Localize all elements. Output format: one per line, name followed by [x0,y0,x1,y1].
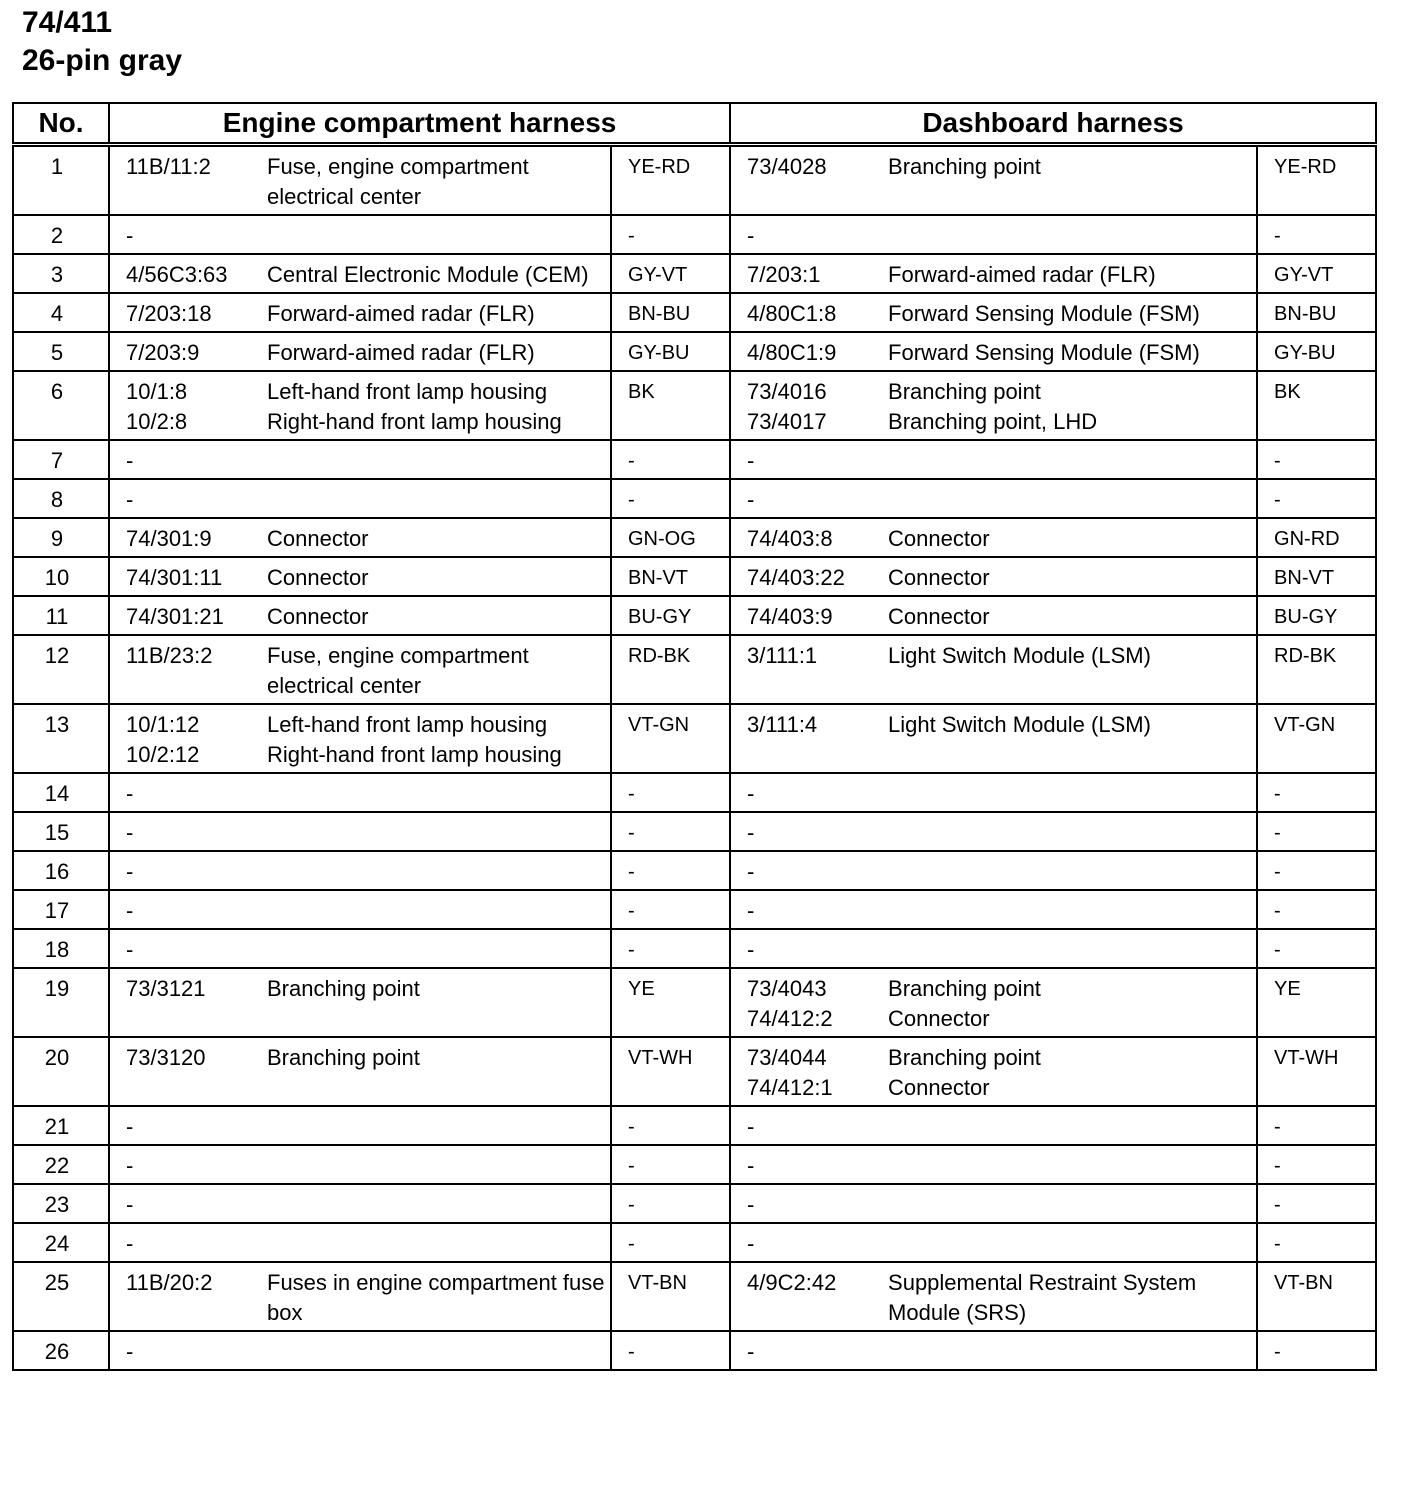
pin-number: 19 [13,968,109,1037]
engine-code: - [109,1106,259,1145]
connector-id: 74/411 [22,6,113,39]
engine-code: - [109,479,259,518]
dashboard-wire-color: - [1257,773,1376,812]
dashboard-wire-color: GY-VT [1257,254,1376,293]
table-row [13,968,1376,1037]
engine-wire-color: - [611,851,730,890]
dashboard-description: Light Switch Module (LSM) [880,635,1257,704]
engine-description [259,929,611,968]
pin-number: 24 [13,1223,109,1262]
engine-description [259,1145,611,1184]
dashboard-wire-color: - [1257,215,1376,254]
pin-number: 9 [13,518,109,557]
engine-code: - [109,812,259,851]
dashboard-wire-color: BN-BU [1257,293,1376,332]
pin-number: 22 [13,1145,109,1184]
dashboard-code: 3/111:4 [730,704,880,773]
table-row [13,1037,1376,1106]
dashboard-code: 74/403:9 [730,596,880,635]
engine-code: 11B/23:2 [109,635,259,704]
engine-wire-color: - [611,890,730,929]
engine-code: 74/301:21 [109,596,259,635]
dashboard-wire-color: VT-WH [1257,1037,1376,1106]
pin-number: 13 [13,704,109,773]
engine-description [259,1223,611,1262]
table-row [13,1145,1376,1184]
dashboard-description: Light Switch Module (LSM) [880,704,1257,773]
dashboard-description [880,851,1257,890]
engine-wire-color: - [611,773,730,812]
table-row [13,1184,1376,1223]
dashboard-wire-color: - [1257,440,1376,479]
engine-wire-color: BU-GY [611,596,730,635]
engine-description: Connector [259,596,611,635]
table-row [13,215,1376,254]
engine-description: Fuses in engine compartment fuse box [259,1262,611,1331]
dashboard-wire-color: BN-VT [1257,557,1376,596]
pin-number: 12 [13,635,109,704]
table-row [13,440,1376,479]
dashboard-description: Connector [880,557,1257,596]
engine-code: - [109,215,259,254]
engine-wire-color: VT-WH [611,1037,730,1106]
engine-code: 10/1:12 10/2:12 [109,704,259,773]
pin-number: 18 [13,929,109,968]
dashboard-code: - [730,479,880,518]
table-row [13,773,1376,812]
engine-wire-color: GY-BU [611,332,730,371]
engine-wire-color: - [611,440,730,479]
table-row [13,293,1376,332]
dashboard-wire-color: BK [1257,371,1376,440]
engine-code: - [109,440,259,479]
engine-code: 7/203:18 [109,293,259,332]
pin-number: 7 [13,440,109,479]
engine-wire-color: - [611,479,730,518]
table-row [13,557,1376,596]
dashboard-code: 73/4044 74/412:1 [730,1037,880,1106]
pin-number: 26 [13,1331,109,1370]
engine-wire-color: BN-BU [611,293,730,332]
dashboard-description: Connector [880,596,1257,635]
table-row [13,1331,1376,1370]
dashboard-description: Forward Sensing Module (FSM) [880,293,1257,332]
dashboard-wire-color: - [1257,1331,1376,1370]
dashboard-description: Forward-aimed radar (FLR) [880,254,1257,293]
engine-code: - [109,773,259,812]
dashboard-description [880,1223,1257,1262]
engine-code: 10/1:8 10/2:8 [109,371,259,440]
engine-wire-color: RD-BK [611,635,730,704]
header-no: No. [13,103,109,145]
dashboard-description [880,890,1257,929]
engine-wire-color: YE-RD [611,145,730,216]
dashboard-description: Branching point Connector [880,968,1257,1037]
table-row [13,890,1376,929]
engine-wire-color: - [611,1331,730,1370]
engine-description [259,1184,611,1223]
dashboard-description [880,479,1257,518]
dashboard-description [880,1184,1257,1223]
header-dashboard-harness: Dashboard harness [730,103,1376,145]
pin-number: 2 [13,215,109,254]
dashboard-code: 73/4043 74/412:2 [730,968,880,1037]
engine-code: 11B/20:2 [109,1262,259,1331]
engine-wire-color: BK [611,371,730,440]
engine-wire-color: - [611,929,730,968]
engine-description [259,1106,611,1145]
dashboard-wire-color: GY-BU [1257,332,1376,371]
engine-wire-color: - [611,1184,730,1223]
dashboard-code: - [730,773,880,812]
table-row [13,145,1376,216]
dashboard-code: 74/403:22 [730,557,880,596]
pin-number: 17 [13,890,109,929]
dashboard-description: Branching point [880,145,1257,216]
engine-description [259,812,611,851]
pin-number: 8 [13,479,109,518]
dashboard-wire-color: - [1257,812,1376,851]
table-row [13,1262,1376,1331]
engine-description: Connector [259,557,611,596]
dashboard-description: Branching point Branching point, LHD [880,371,1257,440]
dashboard-wire-color: - [1257,479,1376,518]
dashboard-description [880,812,1257,851]
dashboard-description [880,1331,1257,1370]
dashboard-code: - [730,1106,880,1145]
engine-code: 4/56C3:63 [109,254,259,293]
engine-code: - [109,1331,259,1370]
pin-number: 25 [13,1262,109,1331]
table-row [13,812,1376,851]
dashboard-description [880,1106,1257,1145]
engine-wire-color: YE [611,968,730,1037]
dashboard-description: Supplemental Restraint System Module (SRS) [880,1262,1257,1331]
engine-code: - [109,1184,259,1223]
dashboard-wire-color: RD-BK [1257,635,1376,704]
dashboard-code: - [730,812,880,851]
engine-code: 73/3120 [109,1037,259,1106]
dashboard-code: 73/4016 73/4017 [730,371,880,440]
pin-number: 6 [13,371,109,440]
dashboard-wire-color: BU-GY [1257,596,1376,635]
table-row [13,371,1376,440]
dashboard-wire-color: - [1257,1223,1376,1262]
dashboard-code: - [730,929,880,968]
table-header-row [13,103,1376,145]
dashboard-description: Connector [880,518,1257,557]
engine-description [259,890,611,929]
dashboard-code: - [730,1184,880,1223]
engine-description [259,1331,611,1370]
dashboard-code: 4/80C1:8 [730,293,880,332]
table-row [13,479,1376,518]
engine-description: Fuse, engine compartment electrical center [259,635,611,704]
dashboard-description [880,929,1257,968]
pin-number: 1 [13,145,109,216]
dashboard-description [880,773,1257,812]
engine-description: Forward-aimed radar (FLR) [259,332,611,371]
engine-wire-color: VT-BN [611,1262,730,1331]
dashboard-description: Forward Sensing Module (FSM) [880,332,1257,371]
table-row [13,704,1376,773]
table-row [13,635,1376,704]
engine-description [259,440,611,479]
engine-description: Connector [259,518,611,557]
dashboard-wire-color: YE [1257,968,1376,1037]
engine-description: Central Electronic Module (CEM) [259,254,611,293]
dashboard-code: 4/9C2:42 [730,1262,880,1331]
dashboard-code: - [730,1223,880,1262]
engine-description [259,773,611,812]
pinout-table [12,102,1377,1371]
dashboard-code: 3/111:1 [730,635,880,704]
dashboard-code: - [730,851,880,890]
dashboard-description [880,215,1257,254]
engine-code: - [109,1223,259,1262]
pin-number: 11 [13,596,109,635]
engine-wire-color: - [611,812,730,851]
table-row [13,1106,1376,1145]
engine-wire-color: - [611,1106,730,1145]
dashboard-description: Branching point Connector [880,1037,1257,1106]
table-row [13,1223,1376,1262]
dashboard-description [880,1145,1257,1184]
connector-title [22,4,182,80]
pin-number: 16 [13,851,109,890]
engine-code: 7/203:9 [109,332,259,371]
dashboard-wire-color: - [1257,1145,1376,1184]
dashboard-wire-color: VT-GN [1257,704,1376,773]
dashboard-code: - [730,890,880,929]
dashboard-code: - [730,1331,880,1370]
engine-wire-color: - [611,1145,730,1184]
engine-wire-color: GN-OG [611,518,730,557]
engine-code: 74/301:9 [109,518,259,557]
engine-description: Branching point [259,968,611,1037]
engine-code: - [109,851,259,890]
engine-description: Fuse, engine compartment electrical center [259,145,611,216]
pin-number: 10 [13,557,109,596]
dashboard-wire-color: YE-RD [1257,145,1376,216]
dashboard-code: - [730,215,880,254]
engine-description: Left-hand front lamp housing Right-hand front lamp housing [259,371,611,440]
connector-description: 26-pin gray [22,44,183,77]
dashboard-code: 73/4028 [730,145,880,216]
dashboard-code: - [730,1145,880,1184]
pin-number: 20 [13,1037,109,1106]
dashboard-code: 4/80C1:9 [730,332,880,371]
pin-number: 15 [13,812,109,851]
dashboard-code: 7/203:1 [730,254,880,293]
dashboard-description [880,440,1257,479]
dashboard-wire-color: GN-RD [1257,518,1376,557]
table-row [13,596,1376,635]
table-row [13,851,1376,890]
pin-number: 23 [13,1184,109,1223]
engine-wire-color: GY-VT [611,254,730,293]
engine-description: Left-hand front lamp housing Right-hand front lamp housing [259,704,611,773]
engine-code: 73/3121 [109,968,259,1037]
dashboard-code: 74/403:8 [730,518,880,557]
engine-description: Forward-aimed radar (FLR) [259,293,611,332]
dashboard-wire-color: - [1257,1106,1376,1145]
engine-wire-color: BN-VT [611,557,730,596]
engine-description [259,215,611,254]
engine-wire-color: - [611,215,730,254]
pin-number: 5 [13,332,109,371]
engine-code: - [109,890,259,929]
pin-number: 3 [13,254,109,293]
engine-wire-color: - [611,1223,730,1262]
header-engine-harness: Engine compartment harness [109,103,730,145]
engine-code: 11B/11:2 [109,145,259,216]
pin-number: 21 [13,1106,109,1145]
engine-description [259,851,611,890]
engine-code: - [109,929,259,968]
engine-description [259,479,611,518]
table-row [13,518,1376,557]
engine-code: - [109,1145,259,1184]
dashboard-wire-color: - [1257,1184,1376,1223]
dashboard-wire-color: - [1257,890,1376,929]
table-row [13,332,1376,371]
engine-code: 74/301:11 [109,557,259,596]
dashboard-wire-color: VT-BN [1257,1262,1376,1331]
table-row [13,254,1376,293]
dashboard-wire-color: - [1257,851,1376,890]
engine-description: Branching point [259,1037,611,1106]
pin-number: 4 [13,293,109,332]
pin-number: 14 [13,773,109,812]
dashboard-wire-color: - [1257,929,1376,968]
table-row [13,929,1376,968]
dashboard-code: - [730,440,880,479]
engine-wire-color: VT-GN [611,704,730,773]
